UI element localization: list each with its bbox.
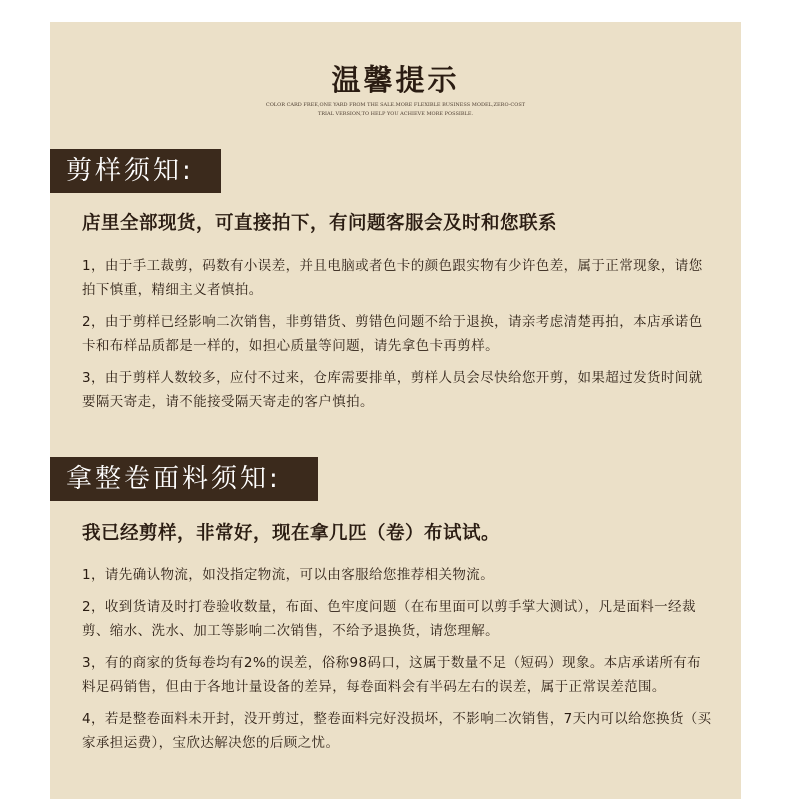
list-item: 3，由于剪样人数较多，应付不过来，仓库需要排单，剪样人员会尽快给您开剪，如果超过发货时间就要隔天寄走，请不能接受隔天寄走的客户慎拍。 [82,370,703,410]
list-item: 1，由于手工裁剪，码数有小误差，并且电脑或者色卡的颜色跟实物有少许色差，属于正常现象，请您拍下慎重，精细主义者慎拍。 [82,258,703,298]
section-heading-sample: 店里全部现货，可直接拍下，有问题客服会及时和您联系 [82,213,558,234]
section-banner-sample-notice: 剪样须知: [50,149,221,193]
list-item: 4，若是整卷面料未开封，没开剪过，整卷面料完好没损坏，不影响二次销售，7天内可以给您换货（买家承担运费），宝欣达解决您的后顾之忧。 [82,711,712,751]
subtitle-line-2: TRIAL VERSION,TO HELP YOU ACHIEVE MORE POSSIBLE. [317,111,474,117]
page-subtitle [50,101,741,119]
notice-panel [50,22,741,799]
subtitle-line-1: COLOR CARD FREE,ONE YARD FROM THE SALE.MORE FLEXIBLE BUSINESS MODEL,ZERO-COST [265,102,526,108]
section-heading-roll: 我已经剪样，非常好，现在拿几匹（卷）布试试。 [82,523,501,544]
list-item: 1，请先确认物流，如没指定物流，可以由客服给您推荐相关物流。 [82,567,495,583]
roll-notice-list [82,563,712,763]
sample-notice-list [82,254,712,422]
list-item: 2，由于剪样已经影响二次销售，非剪错货、剪错色问题不给于退换，请亲考虑清楚再拍，本店承诺色卡和布样品质都是一样的，如担心质量等问题，请先拿色卡再剪样。 [82,314,703,354]
list-item: 3，有的商家的货每卷均有2%的误差，俗称98码口，这属于数量不足（短码）现象。本店承诺所有布料足码销售，但由于各地计量设备的差异，每卷面料会有半码左右的误差，属于正常误差范围。 [82,655,702,695]
section-banner-roll-notice: 拿整卷面料须知: [50,457,318,501]
list-item: 2，收到货请及时打卷验收数量，布面、色牢度问题（在布里面可以剪手掌大测试），凡是面料一经裁剪、缩水、洗水、加工等影响二次销售，不给予退换货，请您理解。 [82,599,696,639]
page-title: 温馨提示 [331,63,460,97]
